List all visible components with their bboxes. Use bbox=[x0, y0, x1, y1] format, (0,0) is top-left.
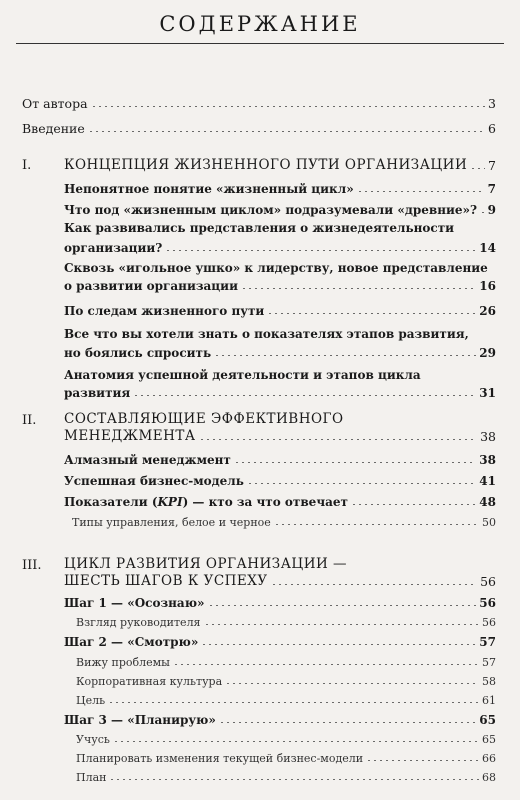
entry-text: развития bbox=[64, 386, 131, 400]
page-number: 68 bbox=[482, 771, 496, 784]
page-number: 57 bbox=[479, 635, 496, 649]
entry-text: Сквозь «игольное ушко» к лидерству, новое представление bbox=[64, 261, 488, 275]
toc-entry[interactable] bbox=[64, 713, 496, 727]
page-number: 9 bbox=[487, 203, 496, 217]
title-rule bbox=[16, 43, 504, 44]
toc-entry[interactable] bbox=[64, 474, 496, 488]
entry-text: Цель bbox=[76, 694, 106, 707]
entry-text: Шаг 1 — «Осознаю» bbox=[64, 596, 205, 610]
page-number: 7 bbox=[487, 182, 496, 196]
leader-dots bbox=[267, 313, 476, 314]
page-number: 38 bbox=[479, 453, 496, 467]
leader-dots bbox=[225, 683, 479, 684]
section-title: ЦИКЛ РАЗВИТИЯ ОРГАНИЗАЦИИ — bbox=[64, 556, 348, 572]
toc-subentry[interactable] bbox=[76, 616, 496, 629]
leader-dots bbox=[109, 779, 479, 780]
entry-text: Успешная бизнес-модель bbox=[64, 474, 244, 488]
page-number: 56 bbox=[482, 616, 496, 629]
entry-text: Алмазный менеджмент bbox=[64, 453, 231, 467]
toc-entry[interactable] bbox=[64, 453, 496, 467]
page-number: 65 bbox=[479, 713, 496, 727]
entry-text-post: ) — кто за что отвечает bbox=[182, 495, 348, 509]
leader-dots bbox=[247, 483, 476, 484]
section-title: МЕНЕДЖМЕНТА bbox=[64, 428, 196, 444]
entry-text: Корпоративная культура bbox=[76, 675, 223, 688]
toc-subentry[interactable] bbox=[76, 771, 496, 784]
section-title: ШЕСТЬ ШАГОВ К УСПЕХУ bbox=[64, 573, 268, 589]
leader-dots bbox=[165, 250, 476, 251]
entry-text: Вижу проблемы bbox=[76, 656, 170, 669]
toc-entry[interactable] bbox=[64, 241, 496, 255]
leader-dots bbox=[219, 722, 476, 723]
section-heading[interactable] bbox=[64, 573, 496, 589]
page-number: 16 bbox=[479, 279, 496, 293]
leader-dots bbox=[204, 624, 480, 625]
entry-text: Шаг 2 — «Смотрю» bbox=[64, 635, 199, 649]
entry-text-pre: Показатели ( bbox=[64, 495, 158, 509]
toc-entry[interactable] bbox=[64, 203, 496, 217]
toc-subentry[interactable] bbox=[76, 675, 496, 688]
entry-text: План bbox=[76, 771, 107, 784]
toc-entry[interactable] bbox=[64, 279, 496, 293]
leader-dots bbox=[133, 395, 476, 396]
entry-text: о развитии организации bbox=[64, 279, 238, 293]
page-number: 7 bbox=[488, 158, 496, 173]
leader-dots bbox=[201, 644, 476, 645]
leader-dots bbox=[88, 131, 485, 132]
page-number: 50 bbox=[482, 516, 496, 529]
page-number: 56 bbox=[480, 574, 496, 589]
page-number: 48 bbox=[479, 495, 496, 509]
entry-text: организации? bbox=[64, 241, 163, 255]
page-number: 3 bbox=[488, 96, 496, 111]
entry-text: Введение bbox=[22, 121, 85, 136]
page-number: 41 bbox=[479, 474, 496, 488]
entry-text: Все что вы хотели знать о показателях этапов развития, bbox=[64, 327, 469, 341]
page-number: 66 bbox=[482, 752, 496, 765]
entry-text: Анатомия успешной деятельности и этапов цикла bbox=[64, 368, 421, 382]
leader-dots bbox=[113, 741, 479, 742]
page-number: 61 bbox=[482, 694, 496, 707]
page-number: 6 bbox=[488, 121, 496, 136]
page-number: 57 bbox=[482, 656, 496, 669]
page-number: 14 bbox=[479, 241, 496, 255]
toc-entry[interactable] bbox=[64, 635, 496, 649]
section-heading[interactable] bbox=[64, 157, 496, 173]
entry-text: Шаг 3 — «Планирую» bbox=[64, 713, 216, 727]
leader-dots bbox=[241, 288, 476, 289]
leader-dots bbox=[366, 760, 479, 761]
toc-entry[interactable] bbox=[64, 182, 496, 196]
toc-subentry[interactable] bbox=[76, 733, 496, 746]
entry-text: Планировать изменения текущей бизнес-модели bbox=[76, 752, 364, 765]
toc-entry-author[interactable] bbox=[22, 96, 496, 111]
page-number: 29 bbox=[479, 346, 496, 360]
toc-entry[interactable] bbox=[64, 304, 496, 318]
toc-subentry[interactable] bbox=[72, 516, 496, 529]
entry-text: Что под «жизненным циклом» подразумевали «древние»? bbox=[64, 203, 478, 217]
entry-text bbox=[64, 495, 348, 509]
leader-dots bbox=[208, 605, 477, 606]
leader-dots bbox=[480, 212, 485, 213]
section-title: КОНЦЕПЦИЯ ЖИЗНЕННОГО ПУТИ ОРГАНИЗАЦИИ bbox=[64, 157, 468, 173]
section-number: II. bbox=[22, 413, 37, 428]
page-number: 38 bbox=[480, 429, 496, 444]
section-number: I. bbox=[22, 158, 32, 173]
page-number: 31 bbox=[479, 386, 496, 400]
toc-entry[interactable] bbox=[64, 495, 496, 509]
leader-dots bbox=[271, 584, 477, 585]
entry-text: По следам жизненного пути bbox=[64, 304, 265, 318]
entry-text: Учусь bbox=[76, 733, 110, 746]
leader-dots bbox=[470, 168, 485, 169]
page-number: 65 bbox=[482, 733, 496, 746]
toc-entry[interactable] bbox=[64, 386, 496, 400]
entry-text: Непонятное понятие «жизненный цикл» bbox=[64, 182, 354, 196]
page-number: 26 bbox=[479, 304, 496, 318]
leader-dots bbox=[108, 702, 479, 703]
entry-text-kpi: KPI bbox=[157, 495, 183, 509]
page-title: СОДЕРЖАНИЕ bbox=[159, 12, 361, 36]
leader-dots bbox=[234, 462, 476, 463]
section-number: III. bbox=[22, 558, 42, 573]
leader-dots bbox=[173, 664, 479, 665]
leader-dots bbox=[357, 191, 485, 192]
entry-text: Типы управления, белое и черное bbox=[72, 516, 271, 529]
leader-dots bbox=[274, 524, 479, 525]
entry-text: От автора bbox=[22, 96, 88, 111]
page-number: 58 bbox=[482, 675, 496, 688]
leader-dots bbox=[199, 439, 477, 440]
toc-entry[interactable] bbox=[64, 596, 496, 610]
toc-entry[interactable] bbox=[64, 346, 496, 360]
section-title: СОСТАВЛЯЮЩИЕ ЭФФЕКТИВНОГО bbox=[64, 411, 344, 427]
page-number: 56 bbox=[479, 596, 496, 610]
toc-entry-intro[interactable] bbox=[22, 121, 496, 136]
toc-subentry[interactable] bbox=[76, 752, 496, 765]
leader-dots bbox=[214, 355, 476, 356]
toc-subentry[interactable] bbox=[76, 656, 496, 669]
entry-text: Как развивались представления о жизнедеятельности bbox=[64, 221, 455, 235]
entry-text: но боялись спросить bbox=[64, 346, 212, 360]
leader-dots bbox=[91, 106, 486, 107]
entry-text: Взгляд руководителя bbox=[76, 616, 201, 629]
toc-subentry[interactable] bbox=[76, 694, 496, 707]
leader-dots bbox=[351, 504, 476, 505]
section-heading[interactable] bbox=[64, 428, 496, 444]
